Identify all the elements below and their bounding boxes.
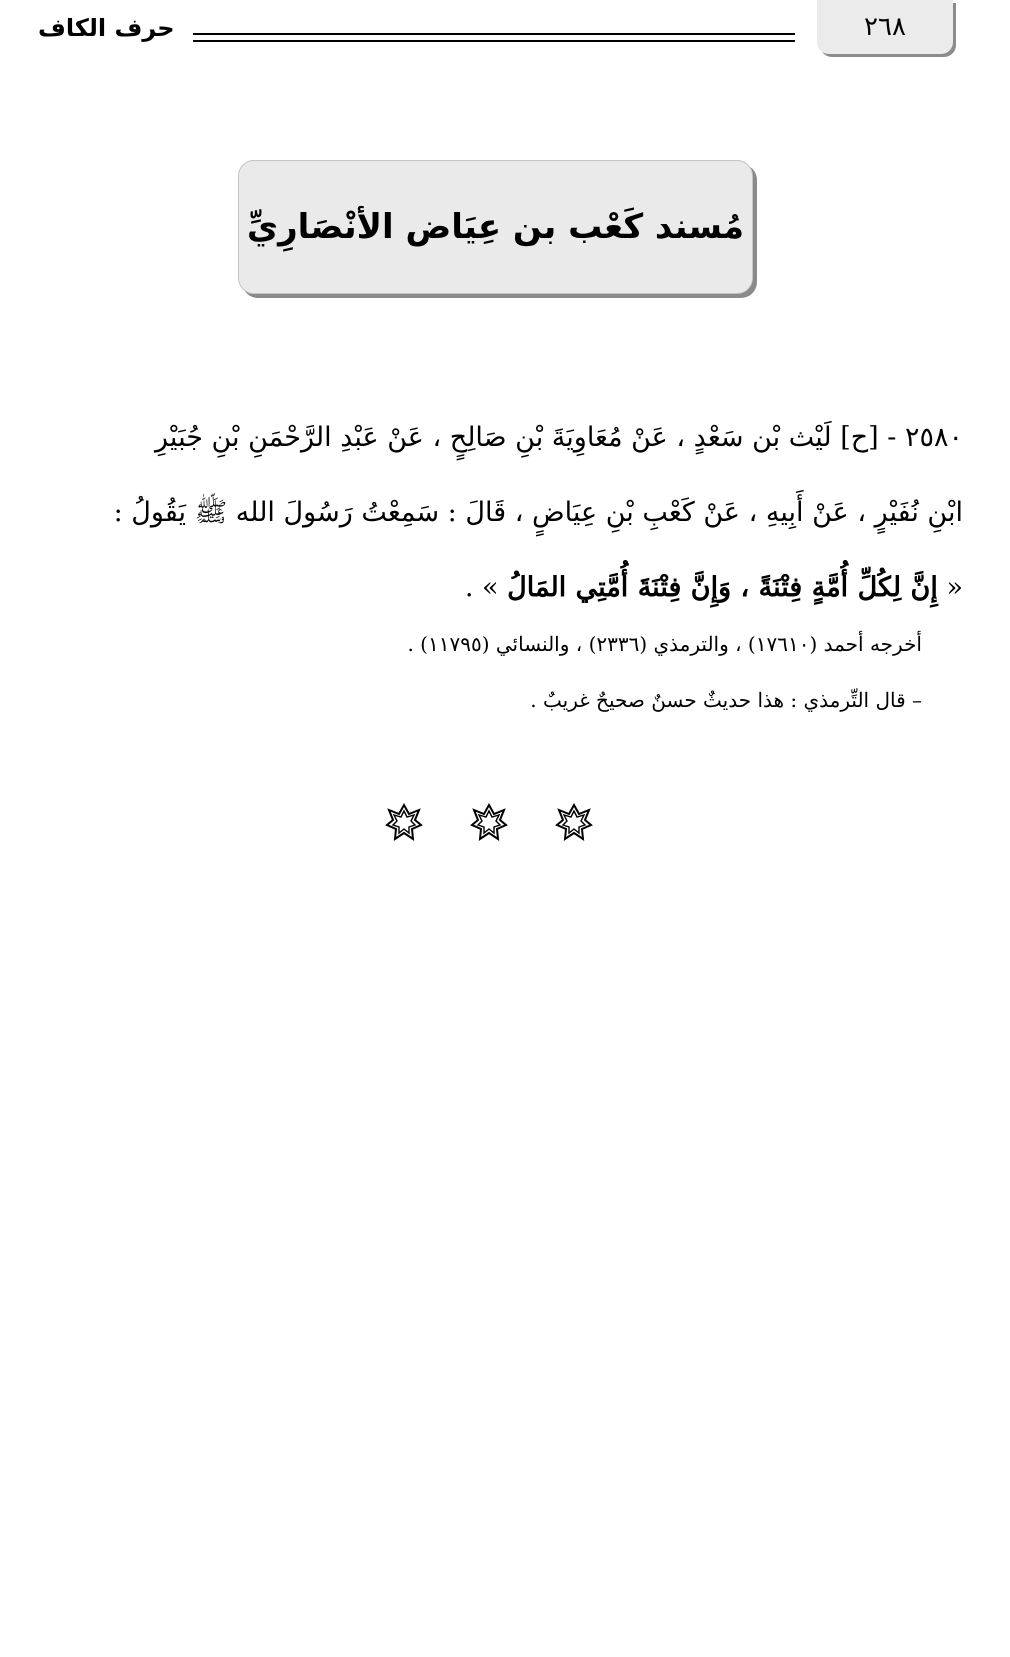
page-number: ٢٦٨ (864, 12, 906, 42)
prophetic-quote: إِنَّ لِكُلِّ أُمَّةٍ فِتْنَةً ، وَإِنَّ فِتْنَةَ أُمَّتِي المَالُ (507, 572, 938, 603)
quote-close: » . (464, 572, 508, 603)
section-divider (384, 800, 594, 844)
hadith-line-1: ٢٥٨٠ - [ح] لَيْث بْن سَعْدٍ ، عَنْ مُعَاوِيَةَ بْنِ صَالِحٍ ، عَنْ عَبْدِ الرَّحْمَنِ بْنِ جُبَيْرِ (155, 422, 963, 453)
header-rule-bottom (193, 40, 795, 42)
star-ornament-icon (469, 802, 509, 842)
quote-open: « (937, 572, 963, 603)
hadith-line-3 (38, 550, 963, 625)
star-ornament-icon (384, 802, 424, 842)
hadith-line-2: ابْنِ نُفَيْرٍ ، عَنْ أَبِيهِ ، عَنْ كَعْبِ بْنِ عِيَاضٍ ، قَالَ : سَمِعْتُ رَسُولَ الله ﷺ يَقُولُ : (113, 497, 963, 528)
chapter-title: مُسند كَعْب بن عِيَاض الأنْصَارِيِّ (246, 207, 745, 247)
page-number-tab (817, 0, 953, 54)
header-rule-top (193, 33, 795, 35)
hadith-text (38, 400, 963, 625)
grading-note: – قال التِّرمذي : هذا حديثٌ حسنٌ صحيحٌ غريبٌ . (530, 688, 922, 712)
takhrij-note: أخرجه أحمد (١٧٦١٠) ، والترمذي (٢٣٣٦) ، والنسائي (١١٧٩٥) . (407, 632, 922, 656)
chapter-title-box (238, 160, 753, 294)
section-title: حرف الكاف (38, 14, 175, 42)
star-ornament-icon (554, 802, 594, 842)
